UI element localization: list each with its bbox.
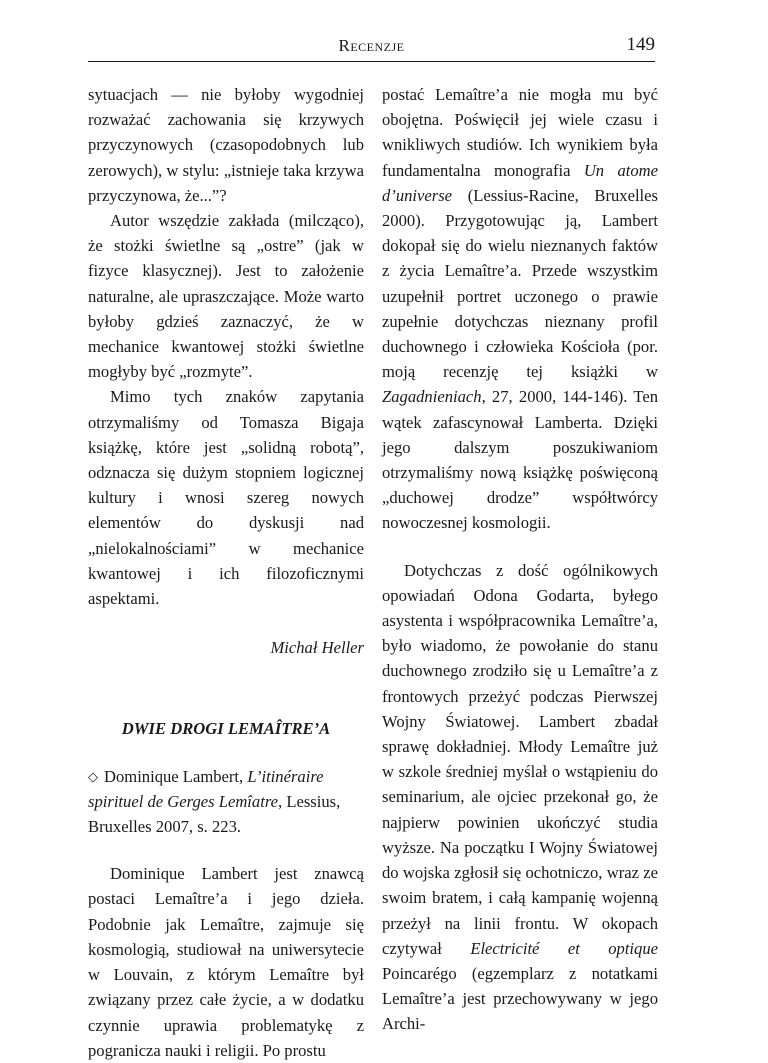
diamond-icon: ◇ — [88, 768, 98, 784]
book-title-italic: Un atome d’universe — [382, 160, 659, 205]
running-title: Recenzje — [338, 36, 405, 55]
reference-author: Dominique Lambert, — [104, 766, 244, 786]
book-reference — [88, 764, 364, 840]
page-header — [88, 34, 655, 60]
paragraph: Autor wszędzie zakłada (milcząco), że stożki świetlne są „ostre” (jak w fizyce klasycznej). Jest to założenie naturalne, ale upraszczające. Może warto byłoby gdzieś zaznaczyć, że w mechanice kwantowej stożki świetlne mogłyby być „rozmyte”. — [88, 211, 364, 382]
book-title-italic: Electricité et optique — [470, 938, 658, 958]
paragraph — [382, 558, 658, 1037]
text-run: Poincarégo (egzemplarz z notatkami Lemaître’a jest przechowywany w jego Archi- — [382, 963, 658, 1034]
section-title: DWIE DROGI LEMAÎTRE’A — [121, 719, 331, 739]
journal-title-italic: Zagadnieniach — [382, 387, 482, 407]
paragraph: Dominique Lambert jest znawcą postaci Lemaître’a i jego dzieła. Podobnie jak Lemaître, zajmuje się kosmologią, studiował na uniwersytecie w Louvain, z którym Lemaître był związany przez całe życie, a w dodatku czynnie uprawia problematykę z pogranicza nauki i religii. Po prostu — [88, 864, 364, 1060]
review-signature: Michał Heller — [270, 638, 364, 658]
text-run: postać Lemaître’a nie mogła mu być obojętna. Poświęcił jej wiele czasu i wnikliwych studiów. Ich wynikiem była fundamentalna monografia — [382, 85, 658, 180]
page-number: 149 — [626, 34, 655, 55]
right-column — [382, 82, 658, 1037]
text-run: Dotychczas z dość ogólnikowych opowiadań Odona Godarta, byłego asystenta i współpracownika Lemaître’a, było wiadomo, że powołanie do stanu duchownego zrodziło się u Lemaître’a z frontowych przeżyć podczas Pierwszej Wojny Światowej. Lambert zbadał sprawę dokładniej. Młody Lemaître już w szkole średniej myślał o wstąpieniu do seminarium, ale ojciec przekonał go, że najpierw powinien ukończyć studia wyższe. Na początku I Wojny Światowej do wojska zgłosił się ochotniczo, wraz ze swoim bratem, i całą kampanię wojenną przeżył na linii frontu. W okopach czytywał — [382, 560, 658, 958]
paragraph: sytuacjach — nie byłoby wygodniej rozważać zachowania się krzywych przyczynowych (czasopodobnych lub zerowych), w stylu: „istnieje taka krzywa przyczynowa, że...”? — [88, 85, 364, 205]
header-rule — [88, 61, 655, 62]
text-run: , 27, 2000, 144-146). Ten wątek zafascynował Lamberta. Dzięki jego dalszym poszukiwaniom otrzymaliśmy nową książkę poświęconą „duchowej drodze” współtwórcy nowoczesnej kosmologii. — [382, 387, 658, 533]
paragraph — [382, 82, 658, 536]
paragraph: Mimo tych znaków zapytania otrzymaliśmy od Tomasza Bigaja książkę, które jest „solidną robotą”, odznacza się dużym stopniem logicznej kultury i wnosi szereg nowych elementów do dyskusji nad „nielokalnościami” w mechanice kwantowej i ich filozoficznymi aspektami. — [88, 387, 364, 609]
reference-title: L’itinéraire spirituel de Gerges Lemîatre — [88, 766, 324, 811]
reference-publisher: , Lessius, Bruxelles 2007, s. 223. — [88, 791, 341, 837]
text-run: (Lessius-Racine, Bruxelles 2000). Przygotowując ją, Lambert dokopał się do wielu nieznanych faktów z życia Lemaître’a. Przede wszystkim uzupełnił portret uczonego o prawie zupełnie dotychczas nieznany profil duchownego i człowieka Kościoła (por. moją recenzję tej książki w — [382, 185, 658, 382]
left-column — [88, 82, 364, 1063]
